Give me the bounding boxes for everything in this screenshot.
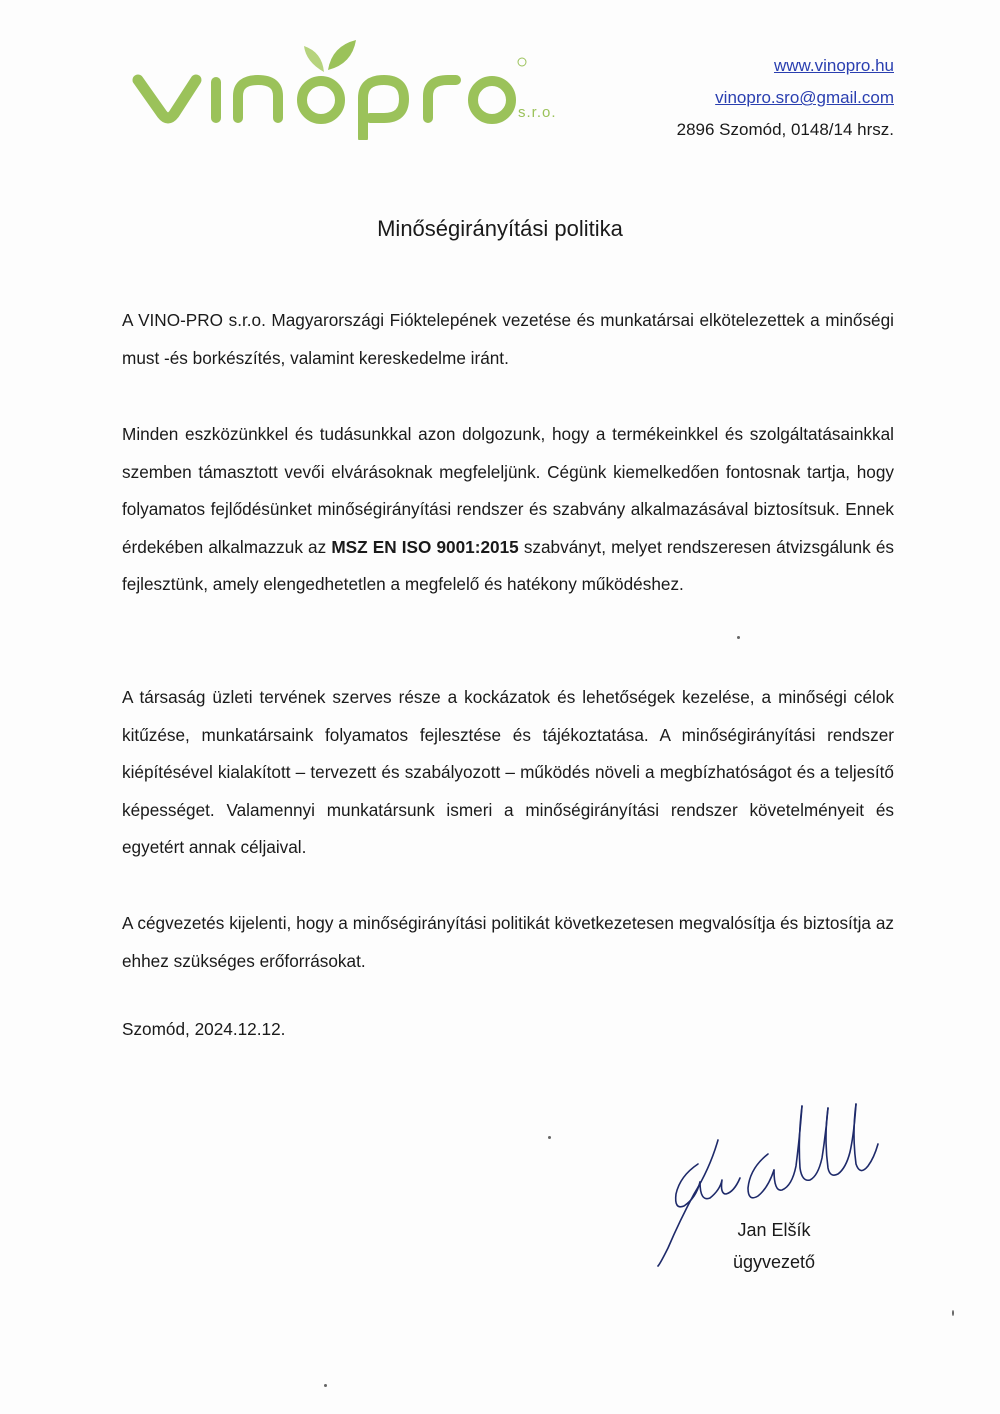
signer-name: Jan Elšík <box>737 1220 811 1240</box>
scan-speck <box>952 1310 954 1316</box>
signer-role: ügyvezető <box>733 1252 816 1272</box>
document-date: Szomód, 2024.12.12. <box>122 1019 286 1039</box>
paragraph-standard <box>122 416 894 604</box>
address-text: 2896 Szomód, 0148/14 hrsz. <box>676 120 894 139</box>
logo-suffix: s.r.o. <box>518 104 557 121</box>
website-link[interactable]: www.vinopro.hu <box>773 56 894 75</box>
standard-name: MSZ EN ISO 9001:2015 <box>331 536 519 557</box>
paragraph-commitment: A VINO-PRO s.r.o. Magyarországi Fióktelepének vezetése és munkatársai elkötelezettek a minőségi must -és borkészítés, valamint kereskedelme iránt. <box>122 310 894 368</box>
paragraph-standard-start: Minden eszközünkkel és tudásunkkal azon dolgozunk, hogy a termékeinkkel és szolgáltatásainkkal szemben támasztott vevői elvárásoknak megfeleljünk. Cégünk kiemelkedően fontosnak tartja, hogy folyamatos fejlődésünket minőségirányítási rendszer és szabvány alkalmazásával biztosítsuk. Ennek érdekében alkalmazzuk az <box>122 424 894 557</box>
contact-block <box>677 50 894 146</box>
scan-speck <box>737 636 740 639</box>
paragraph-risk-management: A társaság üzleti tervének szerves része a kockázatok és lehetőségek kezelése, a minőségi célok kitűzése, munkatársaink folyamatos fejlesztése és tájékoztatása. A minőségirányítási rendszer kiépítésével kialakított – tervezett és szabályozott – működés növeli a megbízhatóságot és a teljesítő képességet. Valamennyi munkatársunk ismeri a minőségirányítási rendszer követelményeit és egyetért annak céljaival. <box>122 687 894 858</box>
scan-speck <box>548 1136 551 1139</box>
paragraph-standard-end: szabványt, melyet rendszeresen átvizsgálunk és fejlesztünk, amely elengedhetetlen a megfelelő és hatékony működéshez. <box>122 536 894 595</box>
signer-block <box>733 1214 815 1278</box>
email-link[interactable]: vinopro.sro@gmail.com <box>715 88 894 107</box>
vinopro-logo <box>128 30 568 140</box>
paragraph-management-statement: A cégvezetés kijelenti, hogy a minőségirányítási politikát következetesen megvalósítja és biztosítja az ehhez szükséges erőforrásokat. <box>122 913 894 971</box>
document-title: Minőségirányítási politika <box>377 216 623 241</box>
scan-speck <box>324 1384 327 1387</box>
